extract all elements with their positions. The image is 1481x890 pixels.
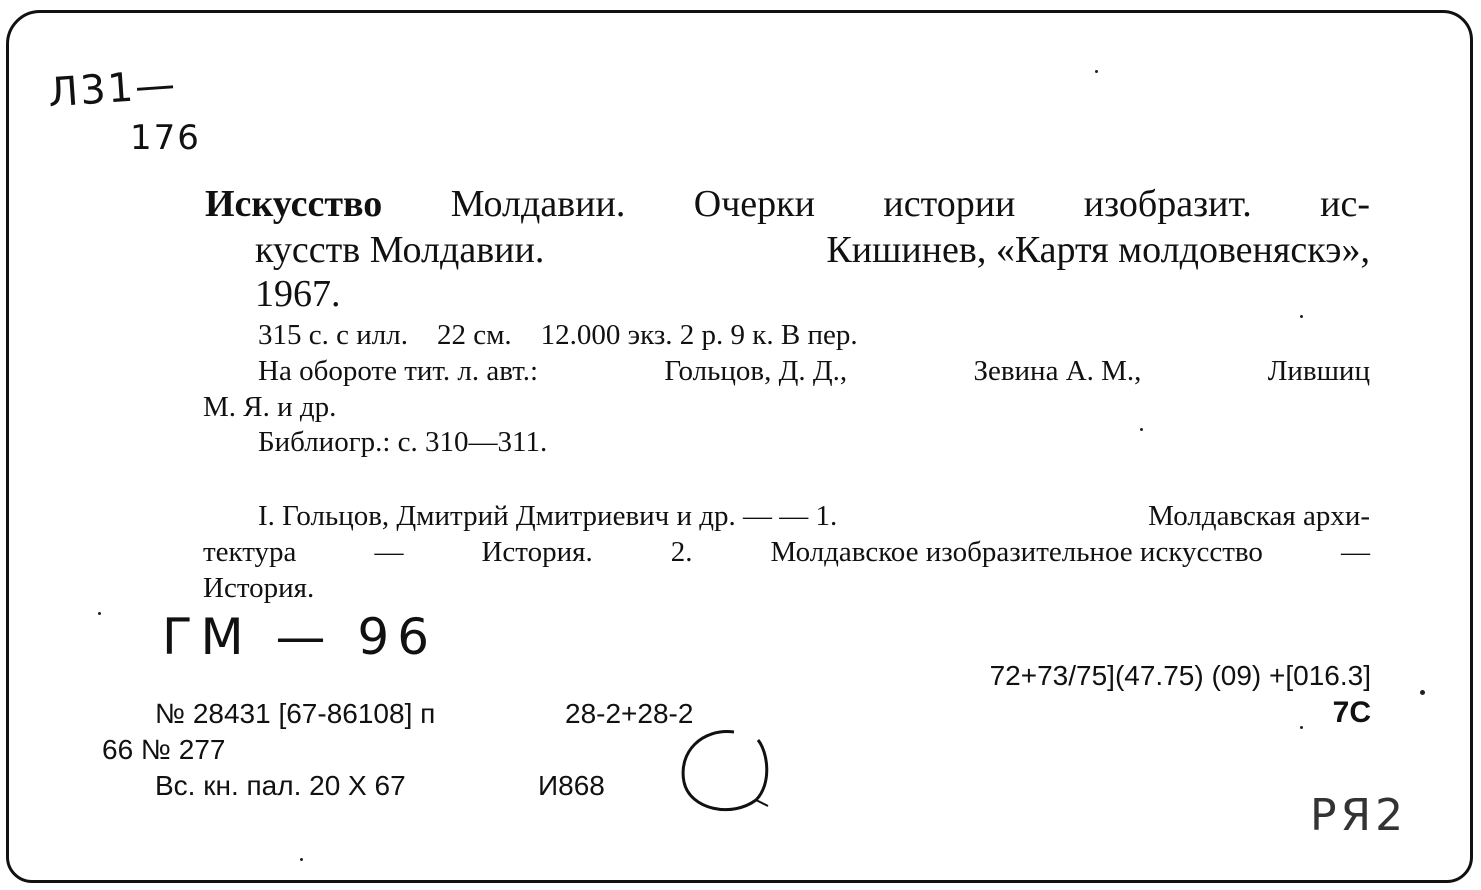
card-number: № 28431 [67-86108] п bbox=[155, 698, 436, 729]
title-word: Очерки bbox=[693, 183, 815, 225]
subject-part: Молдавское изобразительное искусство bbox=[770, 536, 1263, 568]
subject-part: тектура bbox=[203, 536, 297, 568]
physical-description: 315 с. с илл. 22 см. 12.000 экз. 2 р. 9 к. В пер. bbox=[258, 319, 858, 351]
subject-part: Молдавская архи- bbox=[1148, 500, 1370, 532]
speck bbox=[1300, 726, 1303, 729]
title-word: изобразит. bbox=[1083, 183, 1252, 225]
note-part: Лившиц bbox=[1267, 355, 1370, 387]
speck bbox=[1140, 428, 1143, 431]
handwritten-shelf-mark: ГМ — 96 bbox=[162, 608, 438, 666]
title-word: Молдавии. bbox=[450, 183, 626, 225]
handwritten-call-number-bottom: 176 bbox=[130, 118, 201, 158]
speck bbox=[300, 858, 303, 861]
entry-line-2 bbox=[255, 228, 1370, 272]
handwritten-corner-mark: РЯ2 bbox=[1310, 790, 1408, 841]
subject-part: I. Гольцов, Дмитрий Дмитриевич и др. — — 1. bbox=[258, 500, 838, 532]
entry-line-1 bbox=[205, 182, 1370, 226]
circle-stamp bbox=[672, 722, 782, 822]
subject-part: История. bbox=[481, 536, 593, 568]
classification-mark: 7С bbox=[1332, 696, 1371, 729]
note-line-1 bbox=[258, 355, 1370, 388]
subject-part: — bbox=[374, 536, 404, 568]
code-number: И868 bbox=[538, 770, 605, 801]
subject-part: — bbox=[1340, 536, 1370, 568]
note-line-2: М. Я. и др. bbox=[203, 391, 337, 423]
entry-year: 1967. bbox=[255, 273, 341, 315]
speck bbox=[1095, 70, 1098, 73]
subjects-line-3: История. bbox=[203, 572, 315, 604]
title-bold: Искусство bbox=[205, 183, 383, 225]
classification-code: 72+73/75](47.75) (09) +[016.3] bbox=[989, 660, 1371, 691]
note-part: На обороте тит. л. авт.: bbox=[258, 355, 539, 387]
handwritten-call-number-top: Л31— bbox=[46, 61, 179, 117]
count-number: 66 № 277 bbox=[102, 734, 226, 765]
note-part: Гольцов, Д. Д., bbox=[664, 355, 848, 387]
speck bbox=[1300, 315, 1303, 318]
imprint: Кишинев, «Картя молдовеняскэ», bbox=[826, 229, 1370, 271]
subjects-line-2 bbox=[203, 536, 1370, 569]
title-word: истории bbox=[883, 183, 1016, 225]
speck bbox=[98, 612, 101, 615]
bibliography-note: Библиогр.: с. 310—311. bbox=[258, 426, 548, 458]
price-code: 28-2+28-2 bbox=[565, 698, 694, 729]
subjects-line-1 bbox=[258, 500, 1370, 533]
speck bbox=[1420, 690, 1425, 695]
subject-part: 2. bbox=[670, 536, 693, 568]
title-word: ис- bbox=[1320, 183, 1370, 225]
chamber-note: Вс. кн. пал. 20 X 67 bbox=[155, 770, 406, 801]
note-part: Зевина А. М., bbox=[973, 355, 1142, 387]
title-continuation: кусств Молдавии. bbox=[255, 229, 545, 271]
